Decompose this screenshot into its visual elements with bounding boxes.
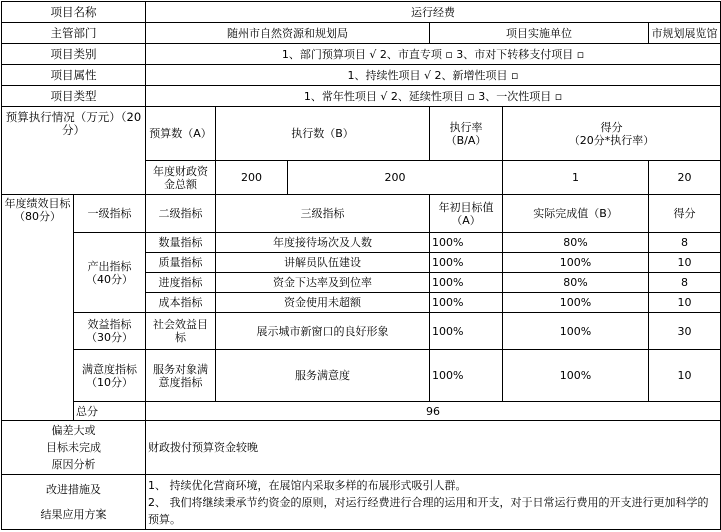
group-name-output: 产出指标（40分） [74, 233, 146, 313]
type-value: 1、常年性项目 √ 2、延续性项目 ▫ 3、一次性项目 ▫ [146, 86, 721, 107]
category-value: 1、部门预算项目 √ 2、市直专项 ▫ 3、市对下转移支付项目 ▫ [146, 44, 721, 65]
deviation-text: 财政拨付预算资金较晚 [146, 421, 721, 475]
group-name-satisfaction: 满意度指标（10分） [74, 350, 146, 402]
actual-cell: 100% [503, 350, 649, 402]
level2-cell: 服务对象满意度指标 [146, 350, 216, 402]
target-cell: 100% [430, 253, 503, 273]
col-actual: 实际完成值（B） [503, 195, 649, 233]
unit-value: 市规划展览馆 [649, 23, 721, 44]
row-improvement [2, 475, 721, 530]
row-type [2, 86, 721, 107]
category-label: 项目类别 [2, 44, 146, 65]
score-cell: 8 [649, 233, 721, 253]
unit-label: 项目实施单位 [430, 23, 649, 44]
budget-score-title: 得分 [600, 120, 623, 134]
level2-cell: 社会效益目标 [146, 313, 216, 350]
col-level3: 三级指标 [216, 195, 430, 233]
actual-cell: 100% [503, 253, 649, 273]
improvement-label [2, 475, 146, 530]
table-row [2, 313, 721, 350]
project-name-label: 项目名称 [2, 2, 146, 23]
budget-b-value: 200 [288, 161, 503, 195]
col-target: 年初目标值（A） [430, 195, 503, 233]
actual-cell: 80% [503, 233, 649, 253]
improvement-label-line1: 改进措施及 [46, 483, 101, 496]
performance-label: 年度绩效目标（80分） [2, 195, 74, 421]
improvement-label-line2: 结果应用方案 [40, 508, 107, 521]
level3-cell: 服务满意度 [216, 350, 430, 402]
budget-score-formula: （20分*执行率） [568, 133, 655, 147]
row-category [2, 44, 721, 65]
dept-value: 随州市自然资源和规划局 [146, 23, 430, 44]
budget-score-value: 20 [649, 161, 721, 195]
total-value: 96 [146, 402, 721, 421]
budget-a-value: 200 [216, 161, 288, 195]
actual-cell: 80% [503, 273, 649, 293]
row-project-name [2, 2, 721, 23]
score-cell: 10 [649, 253, 721, 273]
level3-cell: 资金下达率及到位率 [216, 273, 430, 293]
level2-cell: 进度指标 [146, 273, 216, 293]
level2-cell: 数量指标 [146, 233, 216, 253]
score-cell: 8 [649, 273, 721, 293]
table-row [2, 350, 721, 402]
improvement-item-1: 1、 持续优化营商环境，在展馆内采取多样的布展形式吸引人群。 [148, 479, 467, 492]
target-cell: 100% [430, 273, 503, 293]
col-level1: 一级指标 [74, 195, 146, 233]
score-cell: 10 [649, 293, 721, 313]
row-deviation [2, 421, 721, 475]
level3-cell: 资金使用未超额 [216, 293, 430, 313]
actual-cell: 100% [503, 293, 649, 313]
group-name-benefit: 效益指标（30分） [74, 313, 146, 350]
type-label: 项目类型 [2, 86, 146, 107]
project-name-value: 运行经费 [146, 2, 721, 23]
score-cell: 30 [649, 313, 721, 350]
actual-cell: 100% [503, 313, 649, 350]
score-cell: 10 [649, 350, 721, 402]
target-cell: 100% [430, 293, 503, 313]
table-row [2, 233, 721, 253]
deviation-label-line3: 原因分析 [51, 458, 96, 471]
improvement-item-2: 2、 我们将继续秉承节约资金的原则，对运行经费进行合理的运用和开支，对于日常运行费用的开支进行更加科学的预算。 [148, 496, 709, 526]
target-cell: 100% [430, 313, 503, 350]
deviation-label [2, 421, 146, 475]
row-attribute [2, 65, 721, 86]
row-dept [2, 23, 721, 44]
row-budget-header [2, 107, 721, 161]
col-score: 得分 [649, 195, 721, 233]
total-label: 总分 [74, 402, 146, 421]
target-cell: 100% [430, 350, 503, 402]
budget-rate-value: 1 [503, 161, 649, 195]
budget-col-rate: 执行率（B/A） [430, 107, 503, 161]
level2-cell: 质量指标 [146, 253, 216, 273]
level3-cell: 展示城市新窗口的良好形象 [216, 313, 430, 350]
dept-label: 主管部门 [2, 23, 146, 44]
level2-cell: 成本指标 [146, 293, 216, 313]
improvement-text [146, 475, 721, 530]
deviation-label-line1: 偏差大或 [51, 424, 96, 437]
budget-col-b: 执行数（B） [216, 107, 430, 161]
attribute-value: 1、持续性项目 √ 2、新增性项目 ▫ [146, 65, 721, 86]
col-level2: 二级指标 [146, 195, 216, 233]
deviation-label-line2: 目标未完成 [46, 441, 101, 454]
row-total [2, 402, 721, 421]
row-performance-header [2, 195, 721, 233]
level3-cell: 讲解员队伍建设 [216, 253, 430, 273]
target-cell: 100% [430, 233, 503, 253]
budget-col-a: 预算数（A） [146, 107, 216, 161]
performance-evaluation-table [1, 1, 721, 530]
attribute-label: 项目属性 [2, 65, 146, 86]
budget-col-score [503, 107, 721, 161]
budget-row-label: 年度财政资金总额 [146, 161, 216, 195]
level3-cell: 年度接待场次及人数 [216, 233, 430, 253]
budget-label: 预算执行情况（万元）（20分） [2, 107, 146, 195]
